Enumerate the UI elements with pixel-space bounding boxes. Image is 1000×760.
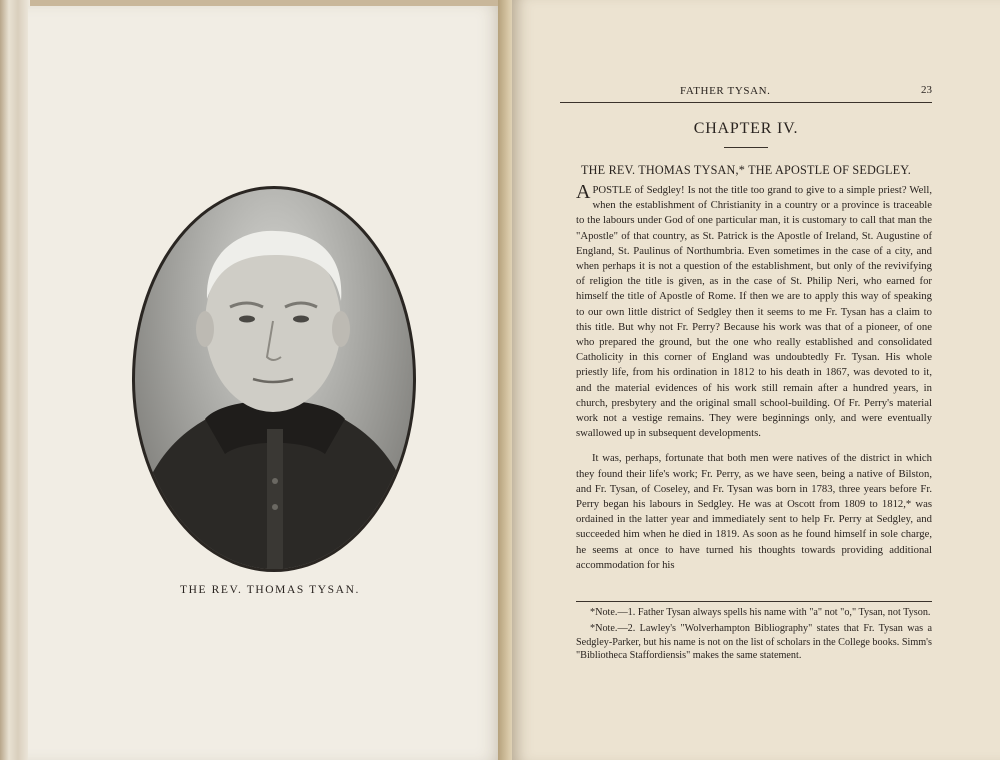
- portrait-illustration: [135, 189, 413, 569]
- chapter-subheading: THE REV. THOMAS TYSAN,* THE APOSTLE OF SEDGLEY.: [581, 163, 911, 177]
- running-title: FATHER TYSAN.: [680, 85, 771, 97]
- portrait-photo: [132, 186, 416, 572]
- paragraph-2: It was, perhaps, fortunate that both men were natives of the district in which they found their life's work; Fr. Perry, as we have seen, being a native of Bilston, and Fr. Tysan, of Coseley, and Fr. Tysan was born in 1783, three years before Fr. Perry began his labours in Sedgley. He was at Oscott from 1809 to 1812,* was ordained in the latter year and immediately sent to help Fr. Perry at Sedgley, and succeeded him when he died in 1819. As soon as he found himself in sole charge, he seems at once to have turned his thoughts towards providing additional accommodation for his: [576, 452, 932, 571]
- chapter-heading: CHAPTER IV.: [693, 120, 799, 137]
- page-number: 23: [921, 84, 932, 96]
- portrait-caption: THE REV. THOMAS TYSAN.: [180, 584, 360, 596]
- footnote-rule: [576, 601, 932, 602]
- paragraph-1: [576, 183, 932, 441]
- drop-cap: A: [576, 181, 591, 203]
- footnote-1: *Note.—1. Father Tysan always spells his name with "a" not "o," Tysan, not Tyson.: [590, 607, 931, 618]
- chapter-body: [576, 183, 932, 573]
- paragraph-1-text: POSTLE of Sedgley! Is not the title too grand to give to a simple priest? Well, when the establishment of Christianity in a country or a province is traceable to the labours under God of one particular man, it is customary to call that man the "Apostle" of that country, as St. Patrick is the Apostle of Ireland, St. Augustine of England, St. Paulinus of Northumbria. Even sometimes in the case of a city, and when perhaps it is not a question of the establishment, but only of the revivifying of religion the title is given, as in the case of St. Philip Neri, who earned for himself the title of Apostle of Rome. If then we are to apply this way of speaking to our own little district of Sedgley then it seems to me Fr. Tysan has a claim to this title. But why not Fr. Perry? Because his work was that of a pioneer, of one who prepared the ground, but the one who really established and consolidated Catholicity in this corner of England was undoubtedly Fr. Tysan. His whole priestly life, from his ordination in 1812 to his death in 1867, was devoted to it, and the material evidences of his work still remain after a hundred years, in church, presbytery and the original small school-building. Of Fr. Perry's material work not a vestige remains. They were beginnings only, and were eventually swallowed up in subsequent developments.: [576, 184, 932, 440]
- chapter-rule: [724, 147, 768, 148]
- footnote-2: *Note.—2. Lawley's "Wolverhampton Bibliography" states that Fr. Tysan was a Sedgley-Parker, but his name is not on the list of scholars in the College books. Simm's "Bibliotheca Staffordiensis" makes the same statement.: [576, 623, 932, 662]
- footnotes: [576, 606, 932, 666]
- page-edges: [0, 0, 30, 760]
- running-head: [560, 84, 932, 103]
